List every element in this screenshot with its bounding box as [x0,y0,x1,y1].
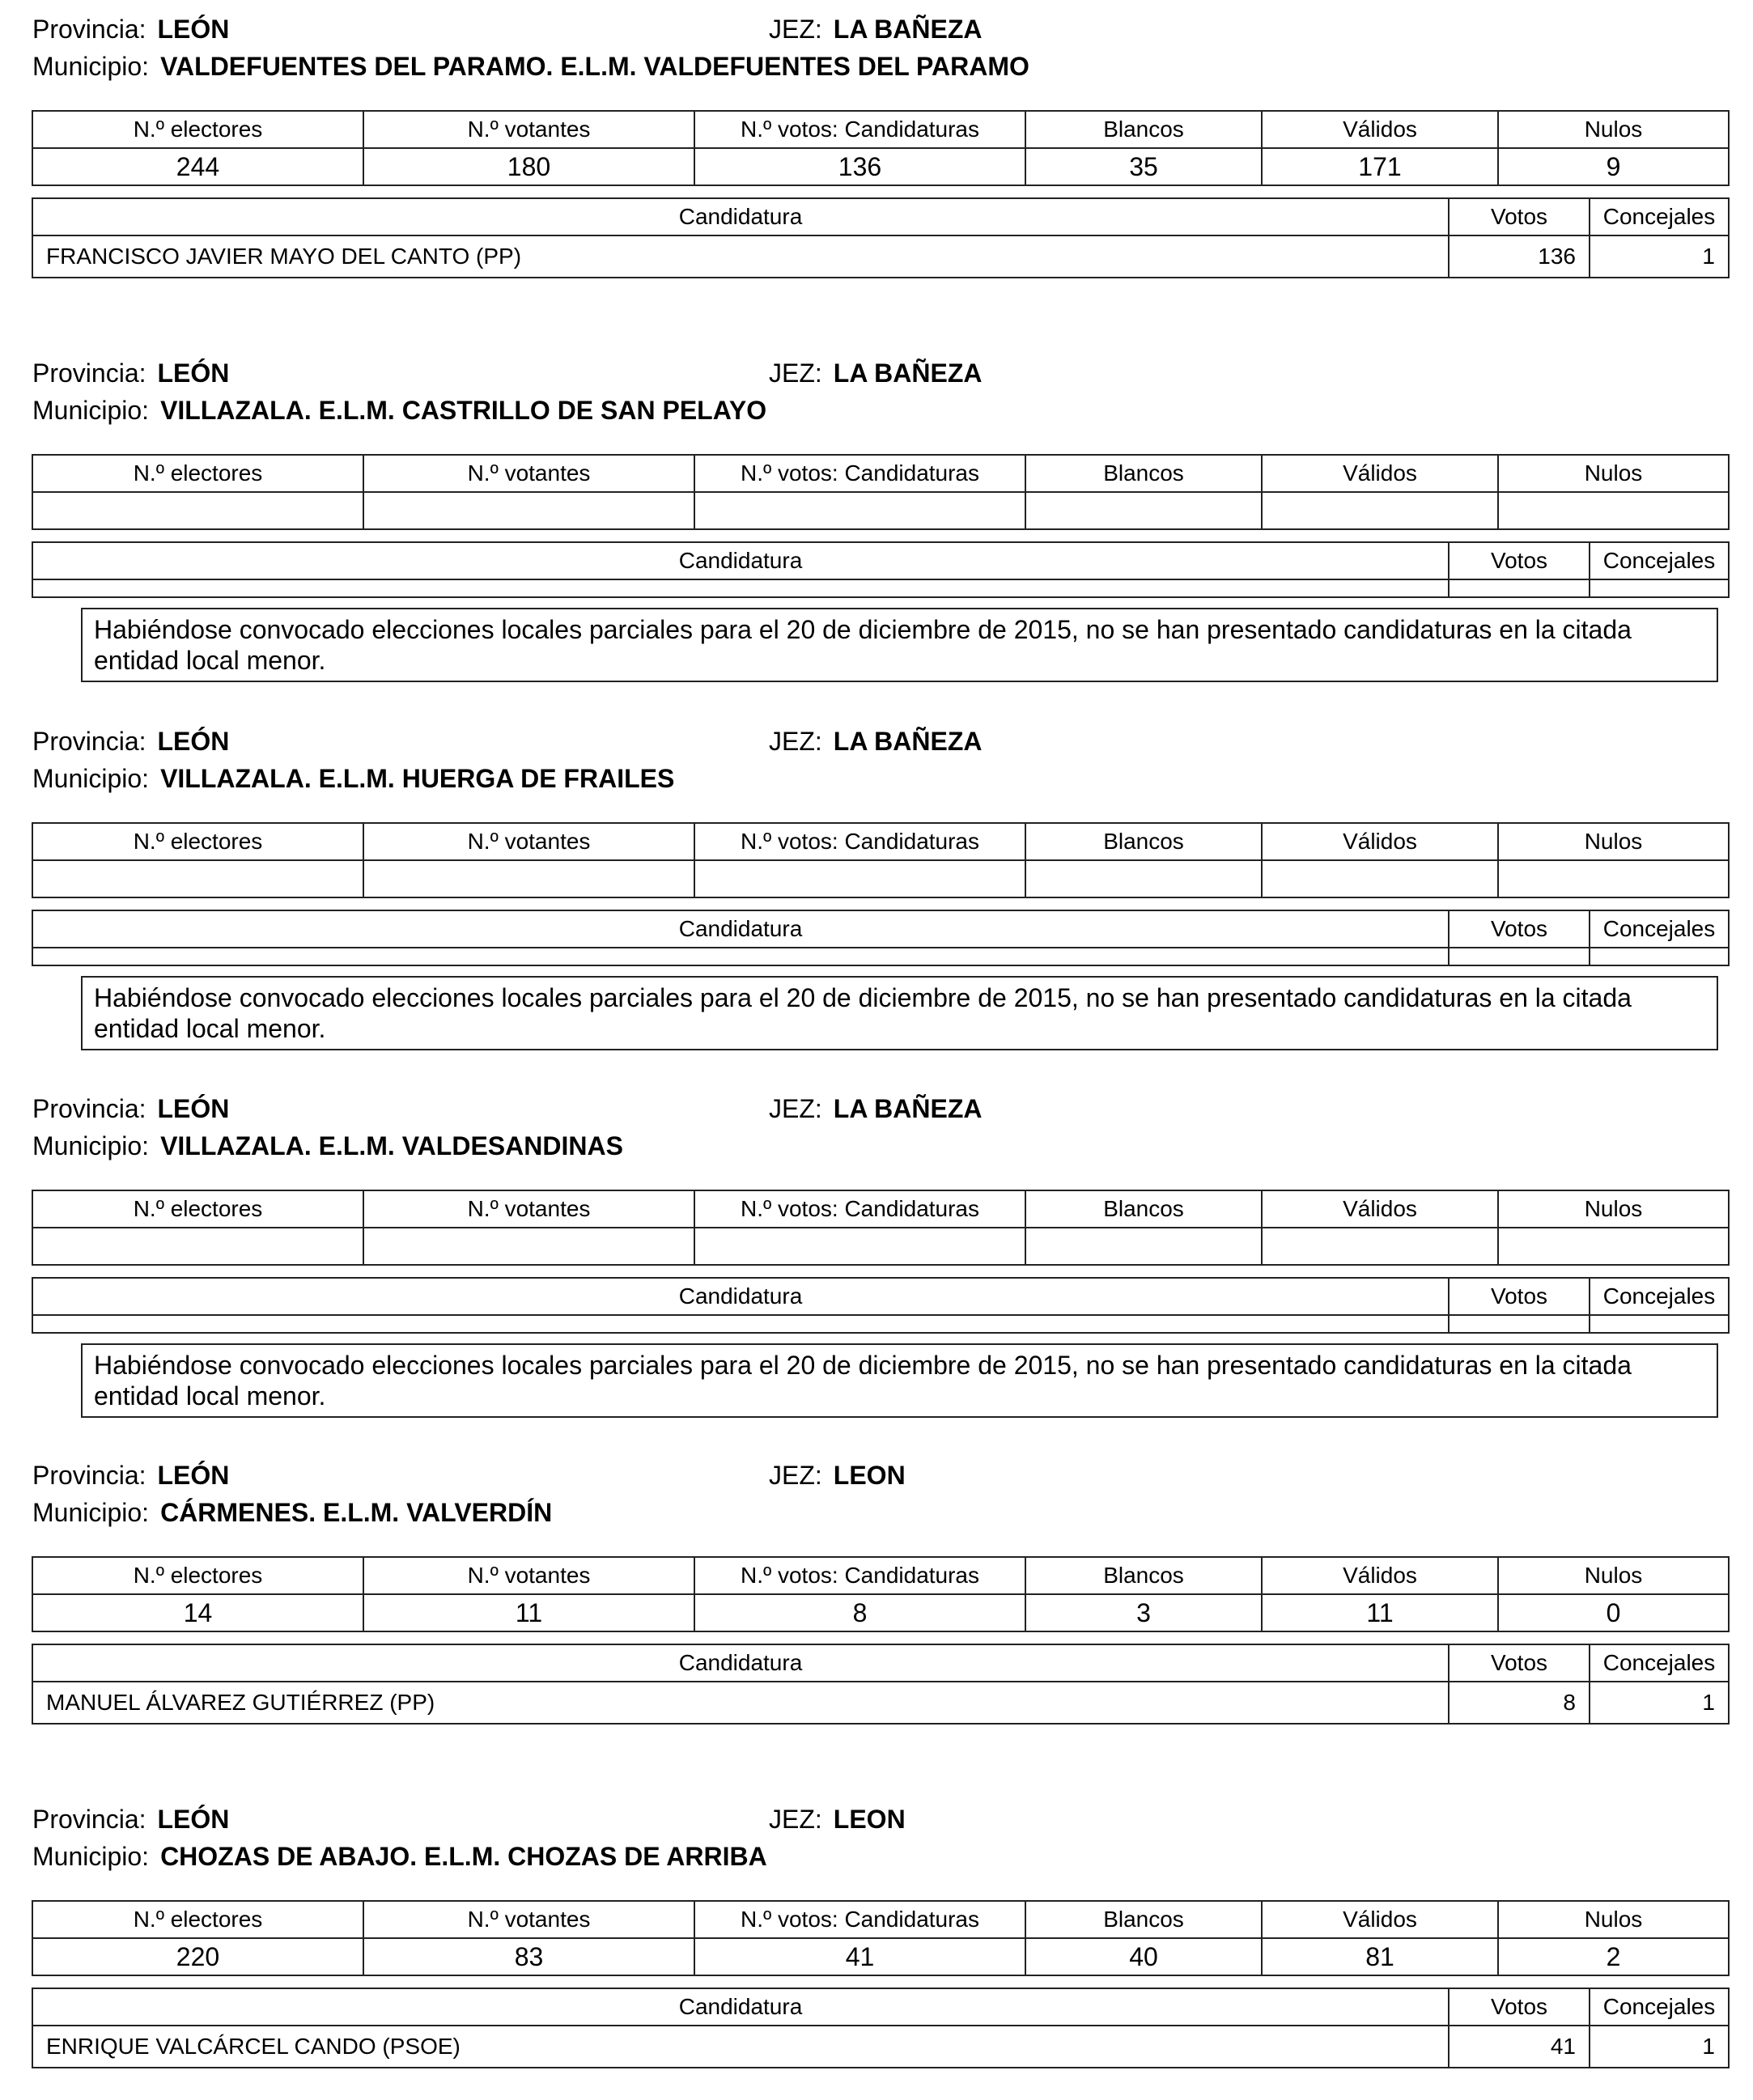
provincia-line [32,725,229,757]
stats-header-row [32,823,1729,860]
candidatura-concejales: 1 [1590,2026,1729,2068]
municipio-value: VILLAZALA. E.L.M. CASTRILLO DE SAN PELAYO [160,396,767,425]
candidatura-votos: 8 [1449,1682,1590,1724]
no-candidaturas-note: Habiéndose convocado elecciones locales parciales para el 20 de diciembre de 2015, no se han presentado candidaturas en la citada entidad local menor. [81,608,1718,682]
stats-value-row [32,1228,1729,1265]
votos-candidaturas-value [694,492,1025,529]
candidatura-header: Candidatura [32,1278,1449,1315]
votantes-header: N.º votantes [363,111,694,148]
municipio-line [32,394,766,426]
votos-candidaturas-value: 136 [694,148,1025,185]
jez-line [769,13,982,45]
validos-header: Válidos [1262,111,1498,148]
jez-value: LA BAÑEZA [833,727,983,756]
blancos-header: Blancos [1025,823,1262,860]
candidatura-votos: 136 [1449,235,1590,278]
electores-header: N.º electores [32,823,363,860]
votantes-value [363,492,694,529]
candidaturas-header-row [32,198,1729,235]
jez-value: LA BAÑEZA [833,15,983,44]
jez-line [769,1459,906,1491]
municipio-value: VALDEFUENTES DEL PARAMO. E.L.M. VALDEFUENTES DEL PARAMO [160,52,1029,81]
votantes-value [363,1228,694,1265]
validos-header: Válidos [1262,823,1498,860]
jez-label: JEZ: [769,358,822,388]
candidatura-name: MANUEL ÁLVAREZ GUTIÉRREZ (PP) [32,1682,1449,1724]
provincia-label: Provincia: [32,1094,146,1123]
blancos-value [1025,1228,1262,1265]
electores-value [32,492,363,529]
stats-table [32,454,1730,530]
candidaturas-header-row [32,910,1729,948]
validos-header: Válidos [1262,1190,1498,1228]
stats-header-row [32,1557,1729,1594]
jez-value: LA BAÑEZA [833,1094,983,1123]
electores-value [32,1228,363,1265]
candidaturas-table [32,910,1730,966]
stats-value-row [32,860,1729,897]
candidaturas-table [32,1277,1730,1334]
votantes-header: N.º votantes [363,455,694,492]
validos-value: 171 [1262,148,1498,185]
electores-value: 14 [32,1594,363,1631]
blancos-header: Blancos [1025,455,1262,492]
municipio-label: Municipio: [32,1842,150,1871]
blancos-header: Blancos [1025,1557,1262,1594]
candidatura-empty-row [32,579,1729,597]
provincia-value: LEÓN [157,727,230,756]
jez-value: LEON [833,1461,906,1490]
municipio-line [32,1496,552,1529]
nulos-value: 0 [1498,1594,1729,1631]
votos-candidaturas-value [694,860,1025,897]
candidaturas-header-row [32,1988,1729,2026]
candidaturas-table [32,1988,1730,2068]
concejales-header: Concejales [1590,1278,1729,1315]
jez-line [769,1092,982,1125]
municipio-line [32,1840,767,1873]
votos-header: Votos [1449,542,1590,579]
municipio-label: Municipio: [32,52,150,81]
jez-value: LEON [833,1805,906,1834]
candidatura-header: Candidatura [32,542,1449,579]
provincia-label: Provincia: [32,727,146,756]
candidatura-concejales: 1 [1590,235,1729,278]
validos-value [1262,492,1498,529]
provincia-label: Provincia: [32,1461,146,1490]
jez-value: LA BAÑEZA [833,358,983,388]
electores-value: 244 [32,148,363,185]
provincia-value: LEÓN [157,358,230,388]
votantes-header: N.º votantes [363,1901,694,1938]
candidatura-header: Candidatura [32,198,1449,235]
votantes-header: N.º votantes [363,1557,694,1594]
stats-table [32,110,1730,186]
candidatura-name: ENRIQUE VALCÁRCEL CANDO (PSOE) [32,2026,1449,2068]
votos-candidaturas-value [694,1228,1025,1265]
votos-header: Votos [1449,910,1590,948]
validos-value: 11 [1262,1594,1498,1631]
candidaturas-table [32,541,1730,598]
municipio-value: CHOZAS DE ABAJO. E.L.M. CHOZAS DE ARRIBA [160,1842,767,1871]
jez-label: JEZ: [769,727,822,756]
jez-label: JEZ: [769,1094,822,1123]
provincia-line [32,13,229,45]
validos-value [1262,1228,1498,1265]
candidaturas-header-row [32,1644,1729,1682]
nulos-header: Nulos [1498,823,1729,860]
candidaturas-header-row [32,1278,1729,1315]
concejales-header: Concejales [1590,1988,1729,2026]
municipio-line [32,50,1029,83]
stats-value-row [32,148,1729,185]
candidaturas-header-row [32,542,1729,579]
candidatura-header: Candidatura [32,910,1449,948]
votos-candidaturas-value: 8 [694,1594,1025,1631]
jez-line [769,1803,906,1835]
blancos-value [1025,860,1262,897]
provincia-value: LEÓN [157,15,230,44]
stats-header-row [32,1901,1729,1938]
votantes-value: 180 [363,148,694,185]
votos-candidaturas-header: N.º votos: Candidaturas [694,111,1025,148]
candidatura-row [32,235,1729,278]
nulos-value [1498,1228,1729,1265]
stats-header-row [32,1190,1729,1228]
validos-header: Válidos [1262,1557,1498,1594]
candidatura-empty-row [32,948,1729,965]
votantes-value: 83 [363,1938,694,1975]
nulos-value [1498,860,1729,897]
blancos-value: 3 [1025,1594,1262,1631]
votos-candidaturas-header: N.º votos: Candidaturas [694,455,1025,492]
votantes-header: N.º votantes [363,1190,694,1228]
electores-header: N.º electores [32,1190,363,1228]
nulos-header: Nulos [1498,1901,1729,1938]
provincia-label: Provincia: [32,15,146,44]
validos-header: Válidos [1262,455,1498,492]
stats-table [32,1190,1730,1266]
nulos-header: Nulos [1498,1190,1729,1228]
concejales-header: Concejales [1590,910,1729,948]
stats-table [32,822,1730,898]
jez-label: JEZ: [769,15,822,44]
validos-header: Válidos [1262,1901,1498,1938]
jez-label: JEZ: [769,1461,822,1490]
provincia-line [32,1803,229,1835]
votos-header: Votos [1449,198,1590,235]
candidatura-name: FRANCISCO JAVIER MAYO DEL CANTO (PP) [32,235,1449,278]
electores-header: N.º electores [32,1557,363,1594]
no-candidaturas-note: Habiéndose convocado elecciones locales parciales para el 20 de diciembre de 2015, no se han presentado candidaturas en la citada entidad local menor. [81,1343,1718,1418]
stats-header-row [32,111,1729,148]
provincia-line [32,1092,229,1125]
jez-label: JEZ: [769,1805,822,1834]
electores-value [32,860,363,897]
nulos-value: 2 [1498,1938,1729,1975]
electores-header: N.º electores [32,455,363,492]
blancos-value [1025,492,1262,529]
votos-candidaturas-header: N.º votos: Candidaturas [694,1901,1025,1938]
votos-candidaturas-header: N.º votos: Candidaturas [694,1557,1025,1594]
provincia-label: Provincia: [32,358,146,388]
nulos-value [1498,492,1729,529]
votos-header: Votos [1449,1278,1590,1315]
stats-table [32,1556,1730,1632]
candidaturas-table [32,197,1730,278]
validos-value [1262,860,1498,897]
votantes-value [363,860,694,897]
jez-line [769,357,982,389]
electores-value: 220 [32,1938,363,1975]
blancos-header: Blancos [1025,111,1262,148]
concejales-header: Concejales [1590,542,1729,579]
municipio-label: Municipio: [32,396,150,425]
stats-header-row [32,455,1729,492]
validos-value: 81 [1262,1938,1498,1975]
concejales-header: Concejales [1590,1644,1729,1682]
municipio-value: CÁRMENES. E.L.M. VALVERDÍN [160,1498,553,1527]
jez-line [769,725,982,757]
candidatura-concejales: 1 [1590,1682,1729,1724]
candidatura-votos: 41 [1449,2026,1590,2068]
municipio-label: Municipio: [32,764,150,793]
votos-candidaturas-value: 41 [694,1938,1025,1975]
votos-candidaturas-header: N.º votos: Candidaturas [694,823,1025,860]
electores-header: N.º electores [32,1901,363,1938]
stats-value-row [32,492,1729,529]
municipio-line [32,762,674,795]
stats-table [32,1900,1730,1976]
no-candidaturas-note: Habiéndose convocado elecciones locales parciales para el 20 de diciembre de 2015, no se han presentado candidaturas en la citada entidad local menor. [81,976,1718,1050]
votos-header: Votos [1449,1988,1590,2026]
concejales-header: Concejales [1590,198,1729,235]
candidatura-row [32,1682,1729,1724]
municipio-label: Municipio: [32,1131,150,1160]
votos-header: Votos [1449,1644,1590,1682]
provincia-value: LEÓN [157,1094,230,1123]
votos-candidaturas-header: N.º votos: Candidaturas [694,1190,1025,1228]
nulos-header: Nulos [1498,455,1729,492]
nulos-header: Nulos [1498,1557,1729,1594]
candidatura-empty-row [32,1315,1729,1333]
votantes-header: N.º votantes [363,823,694,860]
blancos-value: 35 [1025,148,1262,185]
municipio-label: Municipio: [32,1498,150,1527]
provincia-line [32,357,229,389]
provincia-line [32,1459,229,1491]
blancos-header: Blancos [1025,1901,1262,1938]
candidatura-header: Candidatura [32,1988,1449,2026]
candidatura-row [32,2026,1729,2068]
nulos-header: Nulos [1498,111,1729,148]
municipio-value: VILLAZALA. E.L.M. VALDESANDINAS [160,1131,623,1160]
blancos-header: Blancos [1025,1190,1262,1228]
electores-header: N.º electores [32,111,363,148]
provincia-value: LEÓN [157,1461,230,1490]
stats-value-row [32,1594,1729,1631]
municipio-line [32,1130,623,1162]
provincia-label: Provincia: [32,1805,146,1834]
municipio-value: VILLAZALA. E.L.M. HUERGA DE FRAILES [160,764,675,793]
candidatura-header: Candidatura [32,1644,1449,1682]
candidaturas-table [32,1644,1730,1725]
blancos-value: 40 [1025,1938,1262,1975]
provincia-value: LEÓN [157,1805,230,1834]
votantes-value: 11 [363,1594,694,1631]
nulos-value: 9 [1498,148,1729,185]
stats-value-row [32,1938,1729,1975]
